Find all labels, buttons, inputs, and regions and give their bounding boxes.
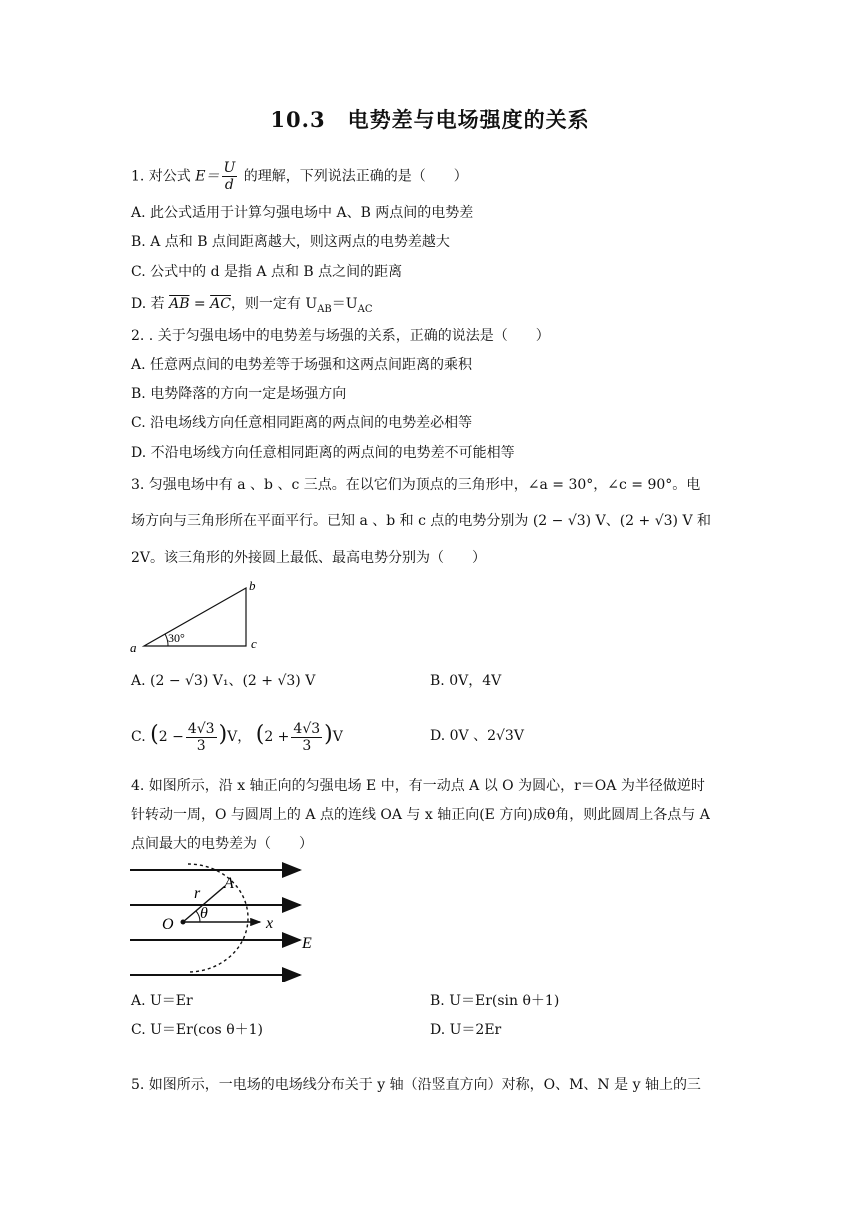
q1-d-prefix: D. 若 <box>131 296 170 312</box>
q1-option-a[interactable]: A. 此公式适用于计算匀强电场中 A、B 两点间的电势差 <box>131 205 474 221</box>
q4-stem-line2: 针转动一周，O 与圆周上的 A 点的连线 OA 与 x 轴正向(E 方向)成θ角，则此圆周上各点与 A <box>131 807 710 823</box>
q4-option-b[interactable]: B. U＝Er(sin θ＋1) <box>430 993 560 1009</box>
q2-option-d[interactable]: D. 不沿电场线方向任意相同距离的两点间的电势差不可能相等 <box>131 445 515 461</box>
q1-d-vector-ac: $\overline{AC}$ <box>210 296 231 312</box>
q3-option-a[interactable]: A. (2 − √3) V₁、(2 + √3) V <box>131 673 316 689</box>
q4-field-figure <box>128 858 328 982</box>
dashed-circle-arc <box>188 864 248 972</box>
q5-stem-line1: 5. 如图所示，一电场的电场线分布关于 y 轴（沿竖直方向）对称，O、M、N 是 y 轴上的三 <box>131 1077 701 1093</box>
q3-label-a: a <box>130 640 137 655</box>
q4-option-c[interactable]: C. U＝Er(cos θ＋1) <box>131 1022 263 1038</box>
q4-label-a: A <box>224 875 234 892</box>
q3-option-c[interactable]: C. (2 − $\frac{4√3}{3}$ )V， (2 + $\frac{4√3}{3}$ )V <box>131 720 343 754</box>
q4-label-r: r <box>194 885 201 902</box>
q1-d-sub-ab: AB <box>317 303 332 315</box>
page-title: 10.3 电势差与电场强度的关系 <box>270 107 590 132</box>
q3-c-fraction2 <box>291 721 322 754</box>
q3-c-mid: V， <box>227 729 252 745</box>
q1-formula-numerator: U <box>223 160 236 176</box>
q1-option-d[interactable] <box>131 294 372 320</box>
q3-c-prefix: C. <box>131 729 146 745</box>
q1-stem-prefix: 1. 对公式 <box>131 168 196 185</box>
q1-d-sub-ac: AC <box>357 303 373 315</box>
q2-option-b[interactable]: B. 电势降落的方向一定是场强方向 <box>131 386 347 402</box>
q3-c-frac2-num: 4√3 <box>293 720 321 737</box>
q1-stem <box>131 160 468 193</box>
q2-stem: 2. . 关于匀强电场中的电势差与场强的关系，正确的说法是（ ） <box>131 328 550 344</box>
q1-stem-suffix: 的理解，下列说法正确的是（ ） <box>239 168 468 185</box>
q1-d-eq2: ＝U <box>331 296 358 312</box>
q1-option-b[interactable]: B. A 点和 B 点间距离越大，则这两点的电势差越大 <box>131 234 450 250</box>
q3-label-b: b <box>249 578 256 593</box>
q3-label-angle: 30° <box>168 631 185 645</box>
q4-label-e: E <box>302 935 312 952</box>
q2-option-a[interactable]: A. 任意两点间的电势差等于场强和这两点间距离的乘积 <box>131 357 473 373</box>
q4-label-theta: θ <box>200 905 208 922</box>
q3-stem-line2: 场方向与三角形所在平面平行。已知 a 、b 和 c 点的电势分别为 (2 − √3) V、(2 + √3) V 和 <box>131 513 712 529</box>
q1-formula-e: E＝ <box>195 168 220 185</box>
q4-label-x: x <box>266 915 274 932</box>
q4-stem-line3: 点间最大的电势差为（ ） <box>131 836 313 852</box>
q3-c-term2: 2 + <box>264 729 290 745</box>
q4-stem-line1: 4. 如图所示，沿 x 轴正向的匀强电场 E 中，有一动点 A 以 O 为圆心，r＝OA 为半径做逆时 <box>131 778 705 794</box>
q3-c-term1: 2 − <box>158 729 184 745</box>
q4-option-a[interactable]: A. U＝Er <box>131 993 193 1009</box>
q3-option-b[interactable]: B. 0V，4V <box>430 673 502 689</box>
q3-c-frac1-num: 4√3 <box>187 720 215 737</box>
q4-label-o: O <box>162 916 174 933</box>
q3-c-frac2-den: 3 <box>302 737 312 754</box>
q3-triangle-figure <box>128 578 268 656</box>
q3-triangle <box>144 588 246 646</box>
q3-c-fraction1 <box>186 721 217 754</box>
q3-c-frac1-den: 3 <box>196 737 206 754</box>
q1-formula-fraction <box>222 160 238 193</box>
q3-label-c: c <box>251 636 257 651</box>
q1-d-vector-ab: $\overline{AB}$ <box>169 296 190 312</box>
origin-point <box>181 920 186 925</box>
q1-d-mid: ，则一定有 U <box>230 296 318 312</box>
q2-option-c[interactable]: C. 沿电场线方向任意相同距离的两点间的电势差必相等 <box>131 415 473 431</box>
q3-stem-line1: 3. 匀强电场中有 a 、b 、c 三点。在以它们为顶点的三角形中，∠a = 30°，∠c = 90°。电 <box>131 477 701 493</box>
q1-d-eq: = <box>189 296 211 312</box>
q1-formula-denominator: d <box>224 177 234 193</box>
q1-option-c[interactable]: C. 公式中的 d 是指 A 点和 B 点之间的距离 <box>131 264 403 280</box>
q3-stem-line3: 2V。该三角形的外接圆上最低、最高电势分别为（ ） <box>131 550 487 566</box>
q3-option-d[interactable]: D. 0V 、2√3V <box>430 728 524 744</box>
q3-c-end: V <box>332 729 343 745</box>
q4-option-d[interactable]: D. U＝2Er <box>430 1022 502 1038</box>
